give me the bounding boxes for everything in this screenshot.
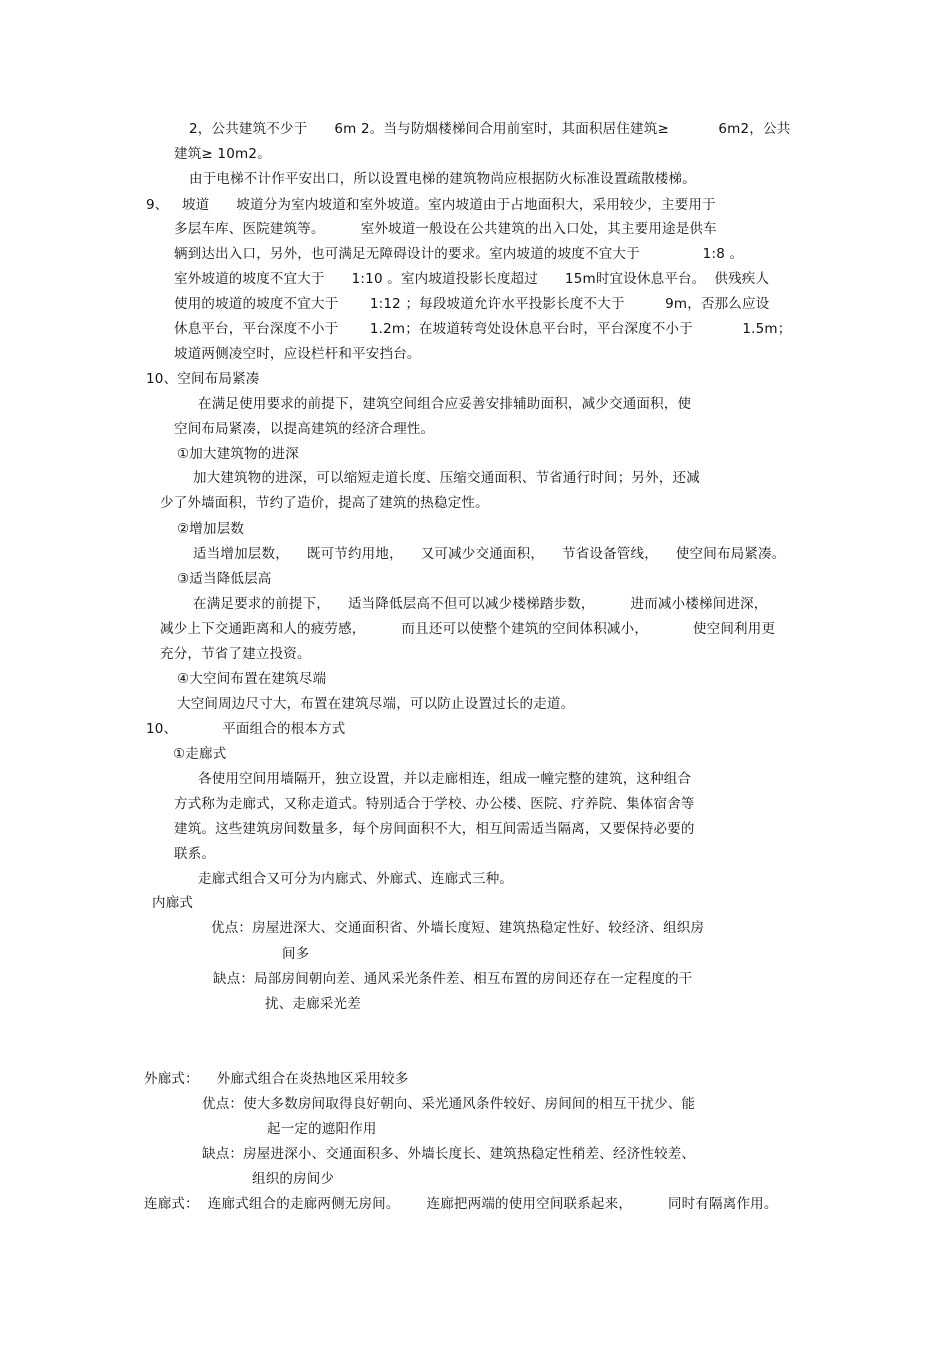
text-line: 建筑≥ 10m2。	[174, 146, 271, 162]
subsection-heading: 外廊式： 外廊式组合在炎热地区采用较多	[144, 1071, 409, 1087]
text-line: 加大建筑物的进深，可以缩短走道长度、压缩交通面积、节省通行时间；另外，还减	[193, 470, 700, 486]
text-line: 9、 坡道 坡道分为室内坡道和室外坡道。室内坡道由于占地面积大，采用较少，主要用于	[146, 197, 716, 213]
text-line: 优点：使大多数房间取得良好朝向、采光通风条件较好、房间间的相互干扰少、能	[202, 1096, 696, 1112]
text-line: 使用的坡道的坡度不宜大于 1:12 ；每段坡道允许水平投影长度不大于 9m，否那么应设	[174, 296, 770, 312]
subsection-heading: 内廊式	[152, 895, 194, 911]
text-line: 各使用空间用墙隔开，独立设置，并以走廊相连，组成一幢完整的建筑，这种组合	[198, 771, 692, 787]
section-heading: 10、空间布局紧凑	[146, 371, 260, 387]
text-line: 空间布局紧凑，以提高建筑的经济合理性。	[174, 421, 435, 437]
text-line: 适当增加层数， 既可节约用地， 又可减少交通面积， 节省设备管线， 使空间布局紧凑。	[193, 546, 786, 562]
text-line: 缺点：房屋进深小、交通面积多、外墙长度长、建筑热稳定性稍差、经济性较差、	[202, 1146, 696, 1162]
text-line: 联系。	[174, 846, 216, 862]
text-line: 少了外墙面积，节约了造价，提高了建筑的热稳定性。	[160, 495, 489, 511]
text-line: 优点：房屋进深大、交通面积省、外墙长度短、建筑热稳定性好、较经济、组织房	[211, 920, 705, 936]
text-line: 起一定的遮阳作用	[267, 1121, 377, 1137]
subsection-heading: ④大空间布置在建筑尽端	[177, 671, 327, 687]
text-line: 辆到达出入口，另外，也可满足无障碍设计的要求。室内坡道的坡度不宜大于 1:8 。	[174, 246, 744, 262]
text-line: 间多	[282, 946, 310, 962]
text-line: 走廊式组合又可分为内廊式、外廊式、连廊式三种。	[198, 871, 514, 887]
text-line: 2，公共建筑不少于 6m 2。当与防烟楼梯间合用前室时，其面积居住建筑≥ 6m2，公共	[189, 121, 791, 137]
text-line: 建筑。这些建筑房间数量多，每个房间面积不大，相互间需适当隔离，又要保持必要的	[174, 821, 695, 837]
text-line: 扰、走廊采光差	[265, 996, 361, 1012]
text-line: 充分，节省了建立投资。	[160, 646, 311, 662]
text-line: 缺点：局部房间朝向差、通风采光条件差、相互布置的房间还存在一定程度的干	[213, 971, 693, 987]
text-line: 方式称为走廊式，又称走道式。特别适合于学校、办公楼、医院、疗养院、集体宿舍等	[174, 796, 695, 812]
text-line: 室外坡道的坡度不宜大于 1:10 。室内坡道投影长度超过 15m时宜设休息平台。 供残疾人	[174, 271, 770, 287]
section-heading: 10、 平面组合的根本方式	[146, 721, 346, 737]
subsection-heading: ②增加层数	[177, 521, 245, 537]
text-line: 多层车库、医院建筑等。 室外坡道一般设在公共建筑的出入口处，其主要用途是供车	[174, 221, 717, 237]
text-line: 连廊式： 连廊式组合的走廊两侧无房间。 连廊把两端的使用空间联系起来， 同时有隔离作用。	[144, 1196, 778, 1212]
text-line: 在满足使用要求的前提下，建筑空间组合应妥善安排辅助面积，减少交通面积，使	[198, 396, 692, 412]
text-line: 由于电梯不计作平安出口，所以设置电梯的建筑物尚应根据防火标准设置疏散楼梯。	[189, 171, 696, 187]
text-line: 坡道两侧凌空时，应设栏杆和平安挡台。	[174, 346, 421, 362]
text-line: 减少上下交通距离和人的疲劳感， 而且还可以使整个建筑的空间体积减小， 使空间利用更	[160, 621, 776, 637]
text-line: 大空间周边尺寸大，布置在建筑尽端，可以防止设置过长的走道。	[177, 696, 575, 712]
subsection-heading: ①加大建筑物的进深	[177, 446, 299, 462]
subsection-heading: ③适当降低层高	[177, 571, 272, 587]
text-line: 在满足要求的前提下， 适当降低层高不但可以减少楼梯踏步数， 进而减小楼梯间进深，	[193, 596, 768, 612]
subsection-heading: ①走廊式	[173, 746, 227, 762]
text-line: 组织的房间少	[252, 1171, 335, 1187]
text-line: 休息平台，平台深度不小于 1.2m；在坡道转弯处设休息平台时，平台深度不小于 1.5m；	[174, 321, 792, 337]
